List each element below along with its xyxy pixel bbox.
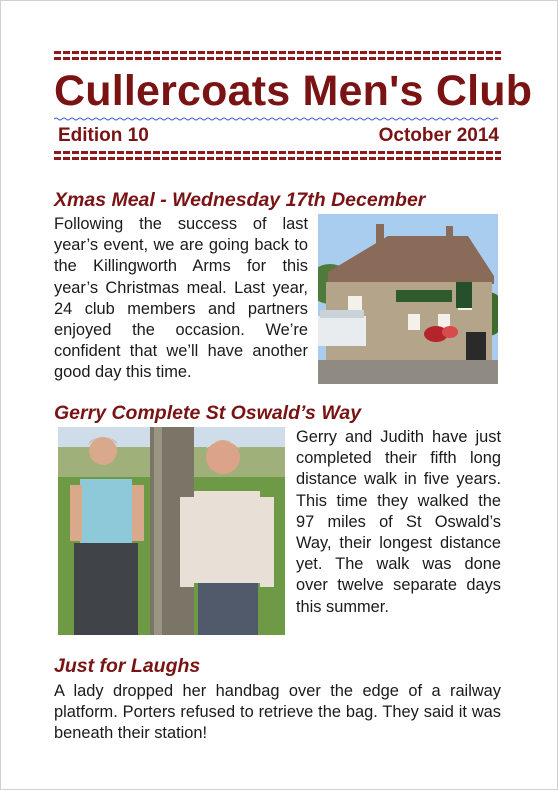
walkers-photo-image (58, 427, 285, 635)
pub-photo (318, 214, 498, 384)
spellcheck-underline (54, 117, 501, 121)
laughs-body: A lady dropped her handbag over the edge of a railway platform. Porters refused to retrieve the bag. They said it was beneath their station! (54, 682, 501, 743)
gerry-heading: Gerry Complete St Oswald’s Way (54, 402, 362, 424)
gerry-body: Gerry and Judith have just completed their fifth long distance walk in five years. This time they walked the 97 miles of St Oswald’s Way, their longest distance yet. The walk was done over twelve separate days this summer. (296, 428, 501, 616)
edition-date: October 2014 (378, 125, 499, 146)
masthead-bottom-rule (54, 150, 501, 161)
xmas-body: Following the success of last year’s event, we are going back to the Killingworth Arms for this year’s Christmas meal. Last year, 24 club members and partners enjoyed the occasion. We’re confident that we’ll have another good day this time. (54, 215, 308, 382)
edition-line (58, 126, 499, 145)
masthead-title: Cullercoats Men's Club (54, 67, 533, 115)
laughs-heading: Just for Laughs (54, 655, 201, 677)
xmas-heading: Xmas Meal - Wednesday 17th December (54, 189, 426, 211)
pub-photo-image (318, 214, 498, 384)
edition-number: Edition 10 (58, 125, 149, 146)
masthead-top-rule (54, 50, 501, 61)
walkers-photo (58, 427, 285, 635)
